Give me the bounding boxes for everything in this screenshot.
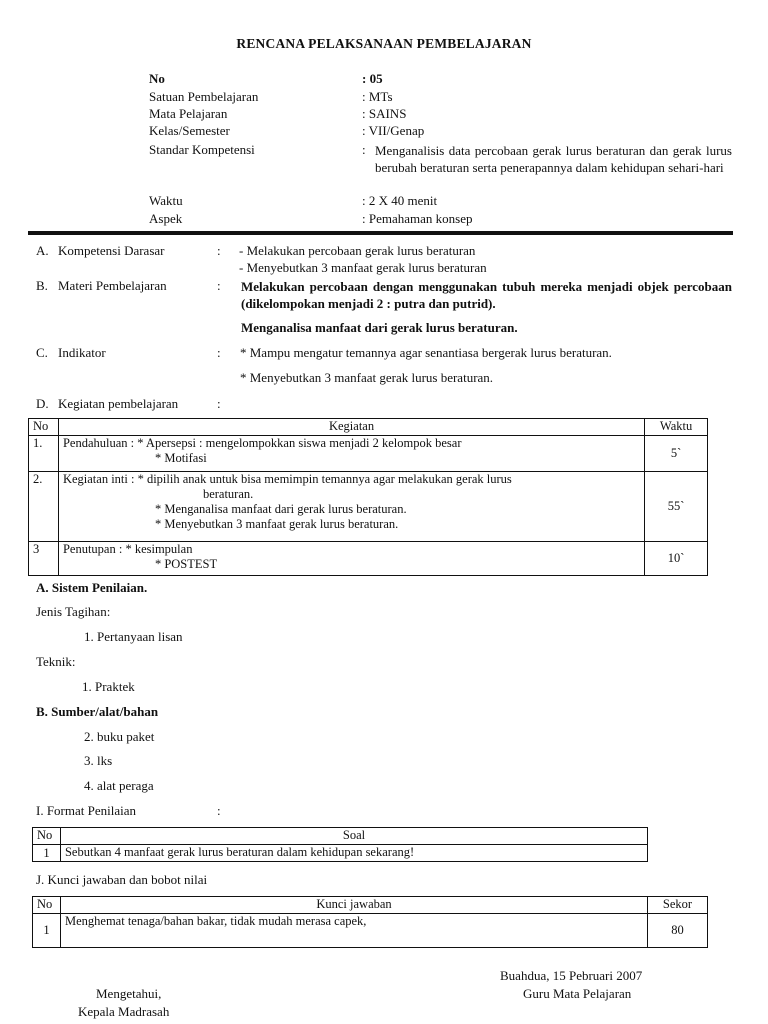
jenis-tagihan-item: 1. Pertanyaan lisan [84, 629, 183, 644]
kegiatan-line: Penutupan : * kesimpulan [62, 542, 193, 556]
section-c-label: Indikator [58, 345, 106, 360]
kepala-madrasah: Kepala Madrasah [78, 1004, 170, 1019]
waktu-label: Waktu [149, 193, 183, 208]
table-row [29, 542, 708, 576]
table-header-row [33, 897, 708, 914]
row-kunci: Menghemat tenaga/bahan bakar, tidak mudah merasa capek, [60, 914, 647, 948]
teknik-label: Teknik: [36, 654, 76, 669]
section-c-item: * Menyebutkan 3 manfaat gerak lurus beraturan. [240, 370, 494, 385]
section-c-item: * Mampu mengatur temannya agar senantiasa bergerak lurus beraturan. [240, 345, 612, 360]
table-row [33, 914, 708, 948]
kelas-value: : VII/Genap [362, 123, 425, 138]
table-row [29, 472, 708, 542]
format-penilaian-colon: : [217, 803, 221, 818]
row-waktu: 10` [645, 542, 708, 576]
soal-table [32, 827, 648, 862]
satuan-label: Satuan Pembelajaran [149, 89, 259, 104]
section-b-letter: B. [36, 278, 48, 293]
mapel-value: : SAINS [362, 106, 407, 121]
kegiatan-line: * Menyebutkan 3 manfaat gerak lurus beraturan. [154, 517, 399, 531]
col-no-header: No [29, 419, 59, 436]
sumber-item: 3. lks [84, 753, 113, 768]
kegiatan-line: * Motifasi [154, 451, 207, 465]
section-a-label: Kompetensi Darasar [58, 243, 165, 258]
row-kegiatan [58, 436, 644, 472]
kelas-label: Kelas/Semester [149, 123, 230, 138]
sumber-heading: B. Sumber/alat/bahan [36, 704, 159, 719]
no-label: No [149, 71, 165, 86]
sk-label: Standar Kompetensi [149, 142, 255, 157]
place-date: Buahdua, 15 Pebruari 2007 [500, 968, 643, 983]
row-kegiatan [58, 542, 644, 576]
col-kegiatan-header: Kegiatan [58, 419, 644, 436]
table-header-row [29, 419, 708, 436]
row-waktu: 5` [645, 436, 708, 472]
sumber-item: 2. buku paket [84, 729, 155, 744]
header-divider [28, 231, 733, 235]
teknik-item: 1. Praktek [82, 679, 135, 694]
section-b-label: Materi Pembelajaran [58, 278, 167, 293]
section-c-colon: : [217, 345, 221, 360]
section-a-colon: : [217, 243, 221, 258]
section-b-colon: : [217, 278, 221, 293]
sk-colon: : [362, 142, 366, 157]
section-d-colon: : [217, 396, 221, 411]
section-a-letter: A. [36, 243, 49, 258]
row-no: 2. [29, 472, 59, 542]
mengetahui: Mengetahui, [96, 986, 162, 1001]
kunci-table [32, 896, 708, 948]
mapel-label: Mata Pelajaran [149, 106, 228, 121]
sistem-penilaian-heading: A. Sistem Penilaian. [36, 580, 148, 595]
row-no: 1 [33, 914, 61, 948]
section-d-letter: D. [36, 396, 49, 411]
col-soal-header: Soal [60, 828, 647, 845]
kegiatan-line: * Menganalisa manfaat dari gerak lurus beraturan. [154, 502, 407, 516]
section-b-text: Menganalisa manfaat dari gerak lurus beraturan. [241, 320, 518, 335]
kunci-jawaban-label: J. Kunci jawaban dan bobot nilai [36, 872, 208, 887]
document-title: RENCANA PELAKSANAAN PEMBELAJARAN [236, 36, 532, 51]
col-no-header: No [33, 897, 61, 914]
row-waktu: 55` [645, 472, 708, 542]
waktu-value: : 2 X 40 menit [362, 193, 438, 208]
row-sekor: 80 [648, 914, 708, 948]
satuan-value: : MTs [362, 89, 393, 104]
section-a-item: - Menyebutkan 3 manfaat gerak lurus beraturan [239, 260, 487, 275]
aspek-value: : Pemahaman konsep [362, 211, 473, 226]
row-no: 1 [33, 845, 61, 862]
col-waktu-header: Waktu [645, 419, 708, 436]
row-no: 3 [29, 542, 59, 576]
table-header-row [33, 828, 648, 845]
kegiatan-line: * POSTEST [154, 557, 218, 571]
sk-value: Menganalisis data percobaan gerak lurus beraturan dan gerak lurus berubah beraturan serta penerapannya dalam kehidupan sehari-hari [375, 143, 732, 175]
aspek-label: Aspek [149, 211, 183, 226]
kegiatan-line: Pendahuluan : * Apersepsi : mengelompokkan siswa menjadi 2 kelompok besar [62, 436, 462, 450]
row-kegiatan [58, 472, 644, 542]
row-no: 1. [29, 436, 59, 472]
section-b-text: Melakukan percobaan dengan menggunakan tubuh mereka menjadi objek percobaan (dikelompokan menjadi 2 : putra dan putrid). [241, 279, 732, 311]
table-row [33, 845, 648, 862]
section-c-letter: C. [36, 345, 48, 360]
col-sekor-header: Sekor [648, 897, 708, 914]
kegiatan-table [28, 418, 708, 576]
no-value: : 05 [362, 71, 383, 86]
kegiatan-line: beraturan. [202, 487, 254, 501]
jenis-tagihan-label: Jenis Tagihan: [36, 604, 111, 619]
col-kunci-header: Kunci jawaban [60, 897, 647, 914]
guru-mata-pelajaran: Guru Mata Pelajaran [523, 986, 632, 1001]
kegiatan-line: Kegiatan inti : * dipilih anak untuk bisa memimpin temannya agar melakukan gerak lurus [62, 472, 512, 486]
section-a-item: - Melakukan percobaan gerak lurus beraturan [239, 243, 476, 258]
table-row [29, 436, 708, 472]
row-soal: Sebutkan 4 manfaat gerak lurus beraturan dalam kehidupan sekarang! [60, 845, 647, 862]
section-d-label: Kegiatan pembelajaran [58, 396, 179, 411]
format-penilaian-label: I. Format Penilaian [36, 803, 137, 818]
sumber-item: 4. alat peraga [84, 778, 154, 793]
col-no-header: No [33, 828, 61, 845]
